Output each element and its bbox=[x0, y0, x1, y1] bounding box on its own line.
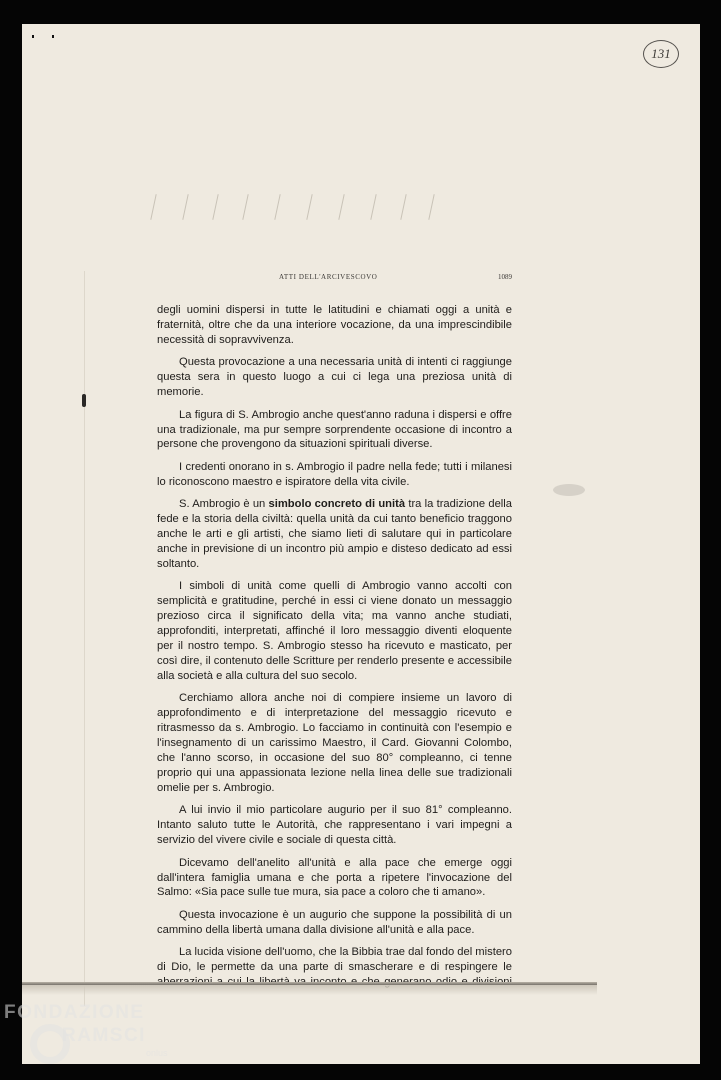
inner-page-edge bbox=[84, 271, 85, 1006]
paragraph: Dicevamo dell'anelito all'unità e alla pace che emerge oggi dall'intera famiglia umana e che porta a ripetere l'invocazione del Salmo: «Sia pace sulle tue mura, sia pace a coloro che ti amano». bbox=[157, 856, 512, 899]
watermark-line-2: RAMSCI bbox=[62, 1025, 146, 1046]
body-text bbox=[157, 303, 512, 990]
running-header bbox=[279, 273, 512, 285]
watermark-subtitle: onlus bbox=[146, 1048, 168, 1058]
paragraph: I credenti onorano in s. Ambrogio il padre nella fede; tutti i milanesi lo riconoscono maestro e ispiratore della vita civile. bbox=[157, 460, 512, 488]
watermark-line-1: FONDAZIONE bbox=[4, 1002, 145, 1023]
paragraph: A lui invio il mio particolare augurio per il suo 81° compleanno. Intanto saluto tutte le Autorità, che rappresentano i vari impegni a servizio del vivere civile e sociale di questa città. bbox=[157, 804, 512, 847]
page-number: 1089 bbox=[498, 273, 512, 281]
paragraph: Cerchiamo allora anche noi di compiere insieme un lavoro di approfondimento e di interpretazione del messaggio ricevuto e ritrasmesso da s. Ambrogio. Lo facciamo in continuità con l'esempio e l'insegnamento di un carissimo Maestro, il Card. Giovanni Colombo, che l'anno scorso, in occasione del suo 80° compleanno, ci tenne proprio qui una appassionata lezione nella linea delle sue tradizionali omelie per s. Ambrogio. bbox=[157, 692, 512, 794]
paragraph bbox=[157, 497, 512, 572]
paragraph: La lucida visione dell'uomo, che la Bibbia trae dal fondo del mistero di Dio, le permette da una parte di smascherare e di respingere le bbox=[157, 946, 512, 974]
paper-smudge bbox=[553, 484, 585, 496]
document-page bbox=[22, 24, 700, 1064]
paragraph: degli uomini dispersi in tutte le latitudini e chiamati oggi a unità e fraternità, oltre che da una interiore vocazione, da una imprescindibile necessità di sopravvivenza. bbox=[157, 304, 512, 346]
paragraph: La figura di S. Ambrogio anche quest'anno raduna i dispersi e offre una tradizionale, ma pur sempre sorprendente occasione di incontro a persone che provengono da situazioni spirituali diverse. bbox=[157, 408, 512, 451]
fondazione-gramsci-watermark bbox=[4, 1002, 194, 1076]
text-run: S. Ambrogio è un bbox=[179, 498, 269, 511]
binding-hole-mark bbox=[52, 35, 54, 38]
archive-page-stamp: 131 bbox=[643, 40, 679, 68]
binding-hole-mark bbox=[32, 35, 34, 38]
paragraph: Questa provocazione a una necessaria unità di intenti ci raggiunge questa sera in questo luogo a cui ci lega una preziosa unità di memorie. bbox=[157, 356, 512, 399]
text-run: tra la tradizione della fede e la storia della civiltà: quella unità da cui tanto beneficio traggono anche le arti e gli artisti, che siamo lieti di salutare qui in particolare anche in previsione di un incontro più ampio e disteso dedicato ad essi soltanto. bbox=[157, 498, 512, 570]
margin-mark bbox=[82, 394, 86, 407]
page-edge-shadow bbox=[22, 985, 597, 995]
paragraph: Questa invocazione è un augurio che suppone la possibilità di un cammino della libertà umana dalla divisione all'unità e alla pace. bbox=[157, 908, 512, 936]
bold-phrase: simbolo concreto di unità bbox=[268, 498, 406, 511]
running-title: ATTI DELL'ARCIVESCOVO bbox=[279, 273, 378, 281]
paragraph: I simboli di unità come quelli di Ambrogio vanno accolti con semplicità e gratitudine, perché in essi ci viene donato un messaggio prezioso circa il significato della vita; ma vanno anche studiati, approfonditi, interpretati, affinché il loro messaggio diventi eloquente per il nostro tempo. S. Ambrogio stesso ha ricevuto e masticato, per così dire, il contenuto delle Scritture per renderlo presente e accessibile alla società e alla cultura del suo secolo. bbox=[157, 580, 512, 682]
